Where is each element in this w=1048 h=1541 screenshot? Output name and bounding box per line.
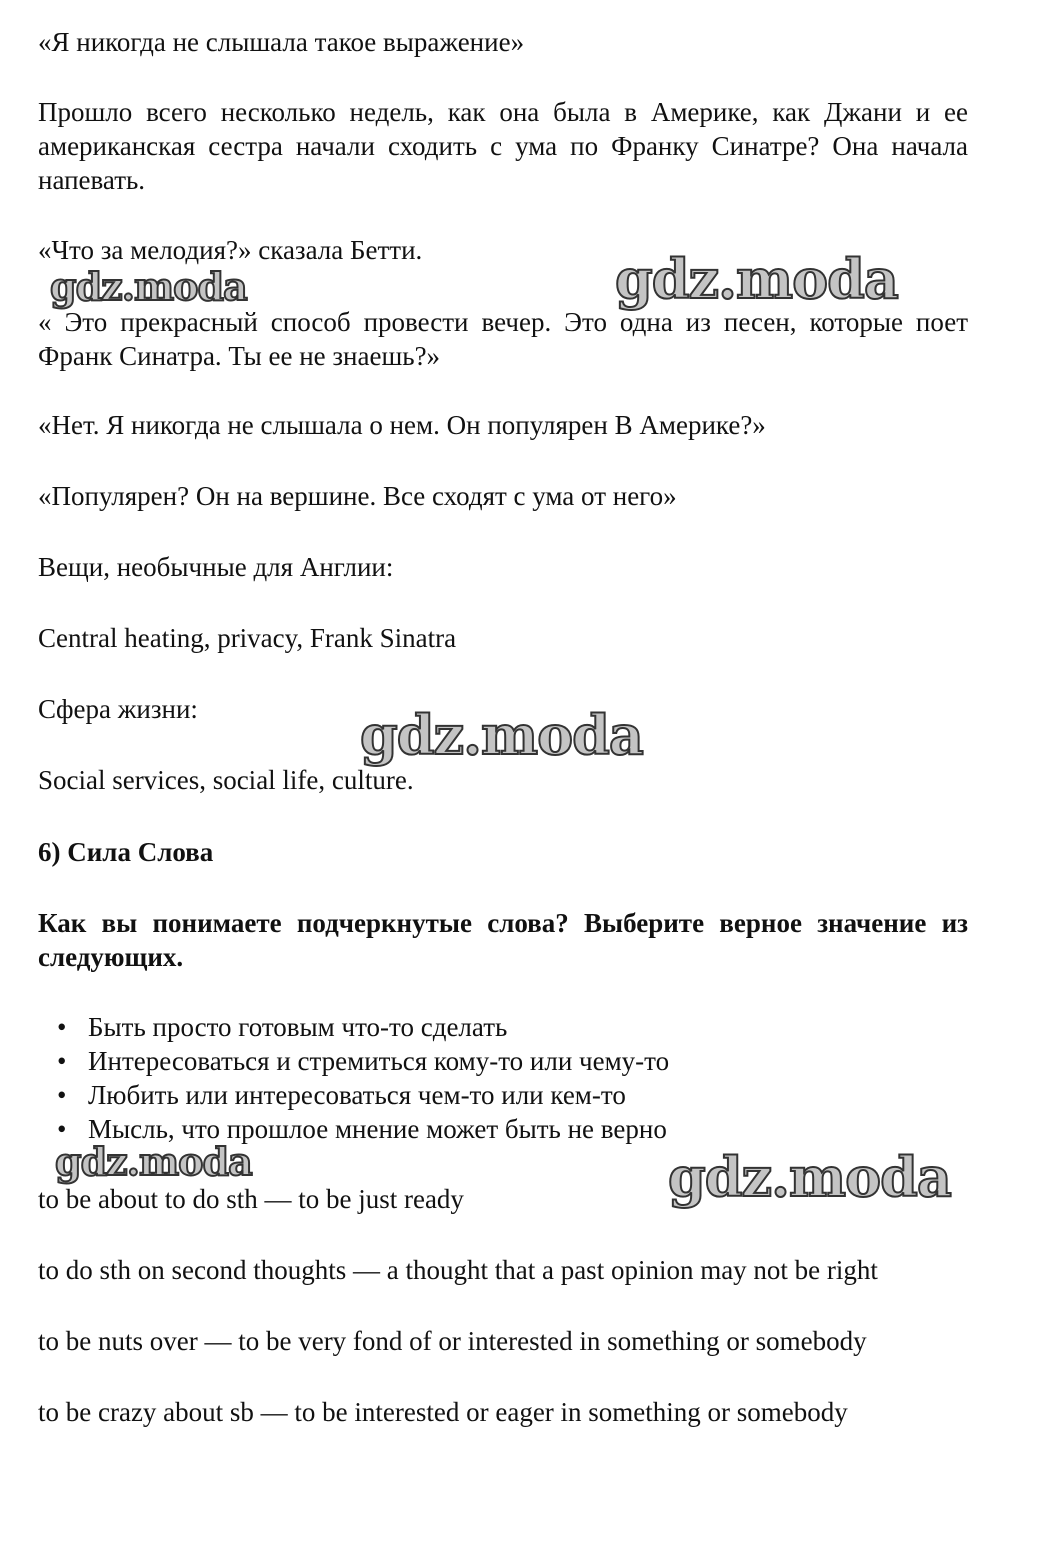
section-question: Как вы понимаете подчеркнутые слова? Выберите верное значение из следующих. (38, 908, 968, 972)
list-item (38, 1078, 968, 1112)
list-item (38, 1044, 968, 1078)
watermark-logo: gdz.moda (615, 247, 898, 311)
meaning-options-list (38, 1010, 968, 1146)
definition-2: to do sth on second thoughts — a thought that a past opinion may not be right (38, 1255, 878, 1285)
paragraph-1: «Я никогда не слышала такое выражение» (38, 27, 525, 57)
section-heading: 6) Сила Слова (38, 837, 214, 867)
paragraph-8: Central heating, privacy, Frank Sinatra (38, 623, 457, 653)
list-item-text: Интересоваться и стремиться кому-то или чему-то (88, 1046, 670, 1076)
definition-3: to be nuts over — to be very fond of or interested in something or somebody (38, 1326, 867, 1356)
paragraph-5: «Нет. Я никогда не слышала о нем. Он популярен В Америке?» (38, 410, 766, 440)
paragraph-6: «Популярен? Он на вершине. Все сходят с ума от него» (38, 481, 677, 511)
list-item-text: Быть просто готовым что-то сделать (88, 1012, 508, 1042)
paragraph-7: Вещи, необычные для Англии: (38, 552, 394, 582)
bullet-dot: • (57, 1012, 67, 1042)
paragraph-4: « Это прекрасный способ провести вечер. Это одна из песен, которые поет Франк Синатра. Ты ее не знаешь?» (38, 307, 968, 371)
bullet-dot: • (57, 1080, 67, 1110)
watermark-logo: gdz.moda (668, 1145, 951, 1209)
list-item-text: Любить или интересоваться чем-то или кем-то (88, 1080, 626, 1110)
paragraph-9: Сфера жизни: (38, 694, 198, 724)
paragraph-3: «Что за мелодия?» сказала Бетти. (38, 235, 423, 265)
paragraph-2: Прошло всего несколько недель, как она была в Америке, как Джани и ее американская сестра начали сходить с ума по Франку Синатре? Она начала напевать. (38, 97, 968, 195)
watermark-logo: gdz.moda (55, 1139, 252, 1184)
bullet-dot: • (57, 1046, 67, 1076)
watermark-logo: gdz.moda (360, 703, 643, 767)
definition-1: to be about to do sth — to be just ready (38, 1184, 464, 1214)
list-item-text: Мысль, что прошлое мнение может быть не верно (88, 1114, 667, 1144)
paragraph-10: Social services, social life, culture. (38, 765, 414, 795)
watermark-logo: gdz.moda (50, 264, 247, 309)
list-item (38, 1010, 968, 1044)
bullet-dot: • (57, 1114, 67, 1144)
definition-4: to be crazy about sb — to be interested or eager in something or somebody (38, 1397, 848, 1427)
